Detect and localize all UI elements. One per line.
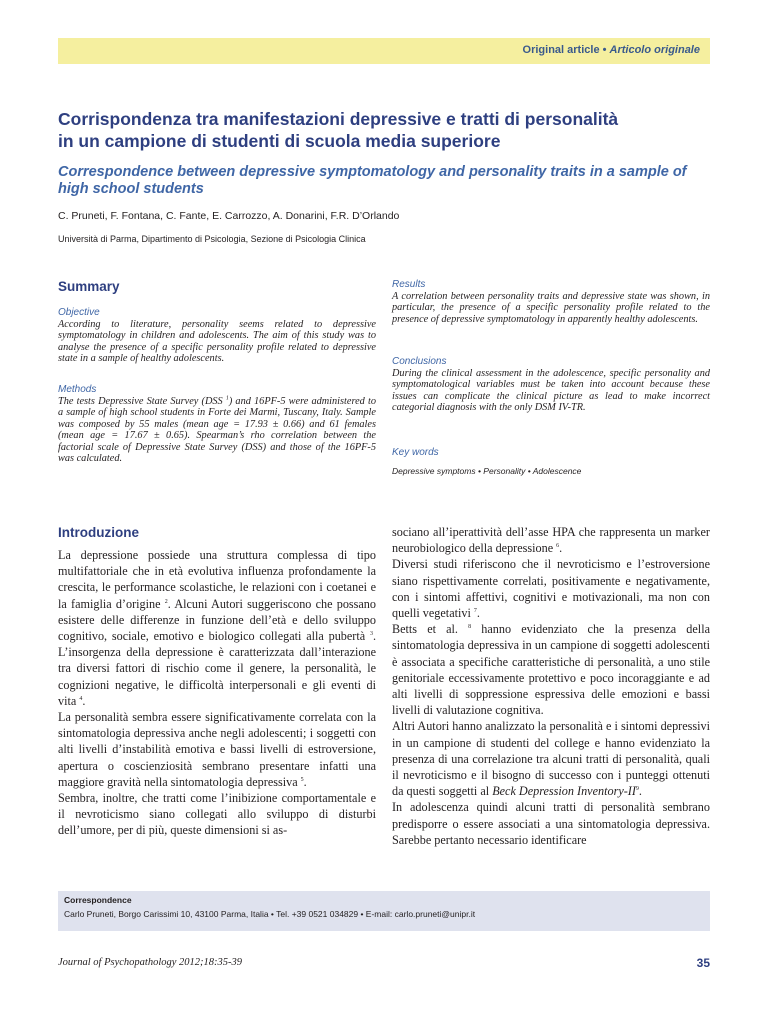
intro-column-right <box>392 524 710 848</box>
journal-citation: Journal of Psychopathology 2012;18:35-39 <box>58 957 243 968</box>
summary-heading: Summary <box>58 279 120 294</box>
objective-section <box>58 307 376 365</box>
keywords-text: Depressive symptoms • Personality • Adolescence <box>392 466 582 476</box>
methods-heading: Methods <box>58 384 97 395</box>
intro-column-left <box>58 547 376 839</box>
conclusions-heading: Conclusions <box>392 356 447 367</box>
affiliation: Università di Parma, Dipartimento di Psicologia, Sezione di Psicologia Clinica <box>58 234 366 244</box>
intro-paragraph: Diversi studi riferiscono che il nevroticismo e l’estroversione siano rispettivamente correlati, positivamente e negativamente, con i sintomi affettivi, cognitivi e motivazionali, ma non con quelli vegetativi $^7$. <box>392 557 710 621</box>
intro-paragraph: La personalità sembra essere significativamente correlata con la sintomatologia depressiva anche negli adolescenti; i soggetti con alti livelli d’instabilità emotiva e bassi livelli di estroversione, apertura o coscienziosità sembrano presentare infatti una maggiore gravità nella sintomatologia depressiva $^5$. <box>58 710 376 789</box>
intro-paragraph: La depressione possiede una struttura complessa di tipo multifattoriale che in età evolutiva influenza profondamente la crescita, le performance scolastiche, le relazioni con i coetanei e la famiglia d’origine $^2$. Alcuni Autori suggeriscono che possano esistere delle differenze in funzione dell’età e dello sviluppo cognitivo, sociale, emotivo e biologico collegati alla pubertà $^3$. L’insorgenza della depressione è caratterizzata dall’interazione tra diversi fattori di rischio come il genere, la personalità, le cognizioni negative, le difficoltà interpersonali e gli eventi di vita $^4$. <box>58 548 376 708</box>
intro-paragraph: Altri Autori hanno analizzato la personalità e i sintomi depressivi in un campione di studenti del college e hanno evidenziato la presenza di una correlazione tra alcuni tratti di personalità, quali il nevroticismo e il bisogno di successo con i punteggi ottenuti da questi soggetti al Beck Depression Inventory-$II^9$. <box>392 719 710 799</box>
article-subtitle-en: Correspondence between depressive symptomatology and personality traits in a sample of high school students <box>58 164 687 197</box>
conclusions-section <box>392 356 710 414</box>
authors: C. Pruneti, F. Fontana, C. Fante, E. Carrozzo, A. Donarini, F.R. D’Orlando <box>58 210 400 222</box>
intro-paragraph: sociano all’iperattività dell’asse HPA che rappresenta un marker neurobiologico della depressione $^6$. <box>392 525 710 556</box>
objective-text: According to literature, personality seems related to depressive symptomatology in children and adolescents. The aim of this study was to analyse the presence of a specific personality profile related to depressive state in a sample of healthy adolescents. <box>58 319 376 365</box>
conclusions-text: During the clinical assessment in the adolescence, specific personality and symptomatological variables must be taken into account because these issues can complicate the clinical picture as lead to make incorrect categorial diagnosis with the only DSM IV-TR. <box>392 368 710 414</box>
intro-paragraph: Sembra, inoltre, che tratti come l’inibizione comportamentale e il nevroticismo siano collegati allo sviluppo di disturbi dell’umore, per di più, queste dimensioni si as- <box>58 791 376 838</box>
keywords-section <box>392 447 710 476</box>
methods-text: The tests Depressive State Survey (DSS $^1$) and 16PF-5 were administered to a sample of high school students in Forte dei Marmi, Tuscany, Italy. Sample was composed by 55 males (mean age = 17.93 ± 0.66) and 61 females (mean age = 17.67 ± 0.65). Spearman’s rho correlation between the factorial scale of Depressive State Survey (DSS) and those of the 16PF-5 was calculated. <box>58 395 376 465</box>
intro-paragraph: In adolescenza quindi alcuni tratti di personalità sembrano predisporre o essere associati a una sintomatologia depressiva. Sarebbe pertanto necessario identificare <box>392 800 710 847</box>
article-title: Corrispondenza tra manifestazioni depressive e tratti di personalità in un campione di studenti di scuola media superiore <box>58 109 619 151</box>
correspondence-box <box>58 891 710 931</box>
page-number: 35 <box>696 956 710 970</box>
keywords-heading: Key words <box>392 447 439 458</box>
results-heading: Results <box>392 279 426 290</box>
intro-heading: Introduzione <box>58 525 139 540</box>
correspondence-heading: Correspondence <box>64 895 132 905</box>
results-section <box>392 279 710 325</box>
article-type-label: Original article • Articolo originale <box>522 44 700 56</box>
article-type-banner <box>58 38 710 64</box>
correspondence-text: Carlo Pruneti, Borgo Carissimi 10, 43100 Parma, Italia • Tel. +39 0521 034829 • E-mail: carlo.pruneti@unipr.it <box>64 909 476 919</box>
methods-section <box>58 384 376 464</box>
results-text: A correlation between personality traits and depressive state was shown, in particular, the presence of a specific personality profile related to the presence of depressive symptomatology in apparently healthy adolescents. <box>392 291 710 325</box>
intro-paragraph: Betts et al. $^8$ hanno evidenziato che la presenza della sintomatologia depressiva in un campione di soggetti adolescenti è associata a specifiche caratteristiche di personalità, a uno stile genitoriale eccessivamente protettivo e poco incoraggiante e ad alti livelli di soppressione espressiva delle emozioni e bassi livelli di valutazione cognitiva. <box>392 622 710 718</box>
objective-heading: Objective <box>58 307 100 318</box>
